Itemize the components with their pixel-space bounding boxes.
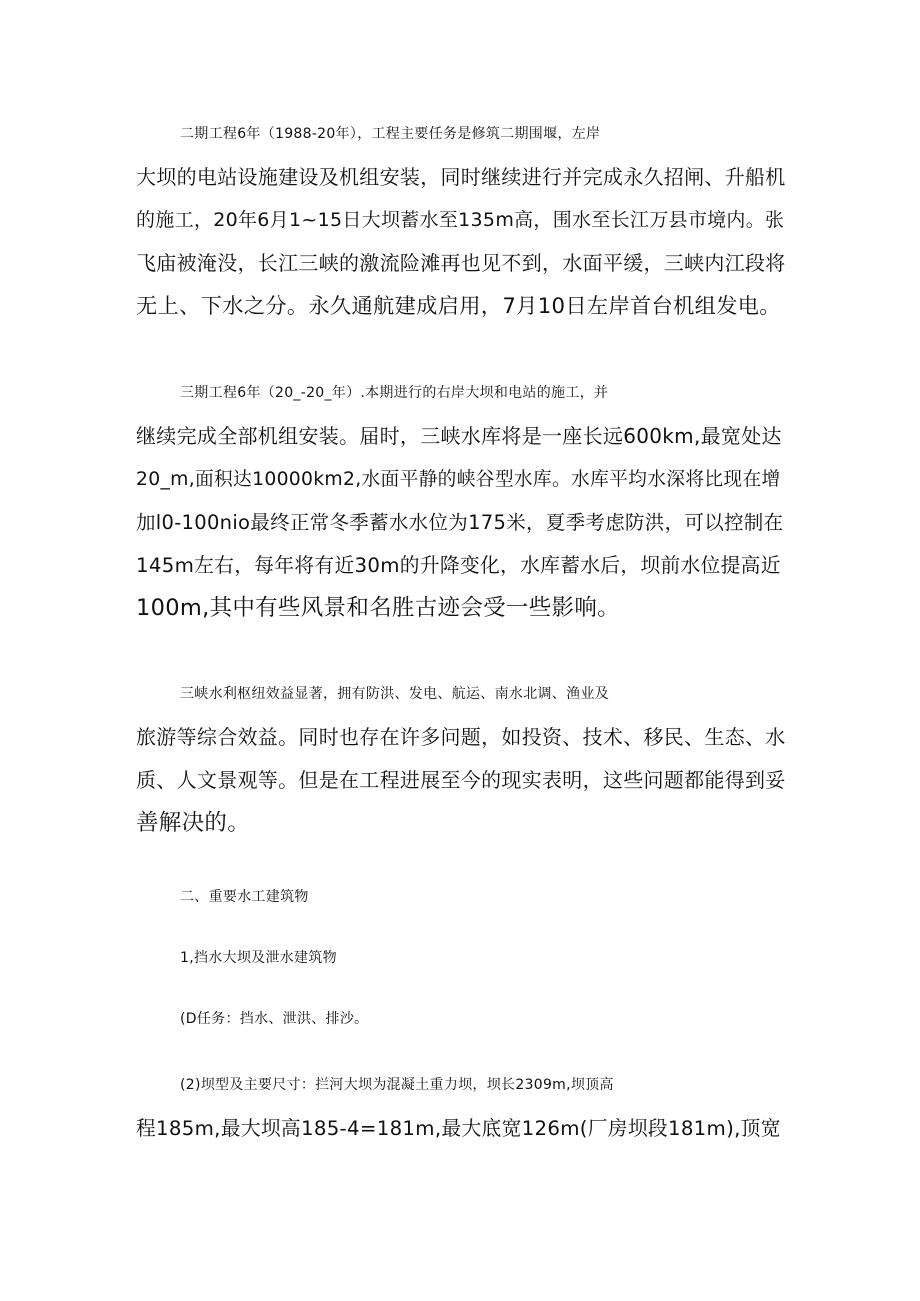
- paragraph-dam-dimensions: [136, 1064, 786, 1150]
- text-line: 100m,其中有些风景和名胜古迹会受一些影响。: [136, 595, 620, 621]
- text-line: 145m左右，每年将有近30m的升降变化，水库蓄水后，坝前水位提高近: [136, 554, 781, 577]
- text-line: 大坝的电站设施建设及机组安装，同时继续进行并完成永久招闸、升船机: [136, 165, 786, 189]
- text-line: 旅游等综合效益。同时也存在许多问题，如投资、技术、移民、生态、水: [136, 725, 786, 749]
- text-line: 的施工，20年6月1~15日大坝蓄水至135m高，围水至长江万县市境内。张: [136, 209, 785, 231]
- text-line: 飞庙被淹没，长江三峡的激流险滩再也见不到，水面平缓，三峡内江段将: [136, 251, 786, 275]
- text-line: 二期工程6年（1988-20年），工程主要任务是修筑二期围堰，左岸: [180, 126, 601, 142]
- text-line: (2)坝型及主要尺寸：拦河大坝为混凝土重力坝，坝长2309m,坝顶高: [180, 1077, 614, 1093]
- paragraph-phase-three: [136, 372, 786, 630]
- text-line: 三峡水利枢纽效益显著，拥有防洪、发电、航运、南水北调、渔业及: [180, 686, 609, 702]
- paragraph-tasks: [136, 998, 786, 1041]
- text-line: 质、人文景观等。但是在工程进展至今的现实表明，这些问题都能得到妥: [136, 768, 786, 792]
- text-line: 继续完成全部机组安装。届时，三峡水库将是一座长远600km,最宽处达: [136, 424, 782, 448]
- text-line: (D任务：挡水、泄洪、排沙。: [180, 1011, 369, 1027]
- text-line: 善解决的。: [136, 810, 251, 836]
- text-line: 程185m,最大坝高185-4=181m,最大底宽126m(厂房坝段181m),顶宽: [136, 1117, 781, 1140]
- subsection-heading: [136, 937, 786, 980]
- text-line: 加l0-100nio最终正常冬季蓄水水位为175米，夏季考虑防洪，可以控制在: [136, 511, 784, 534]
- text-line: 无上、下水之分。永久通航建成启用，7月10日左岸首台机组发电。: [136, 294, 781, 319]
- paragraph-phase-two: [136, 113, 786, 328]
- paragraph-benefits: [136, 673, 786, 845]
- text-line: 二、重要水工建筑物: [180, 889, 309, 905]
- section-heading: [136, 876, 786, 919]
- text-line: 20_m,面积达10000km2,水面平静的峡谷型水库。水库平均水深将比现在增: [136, 469, 781, 490]
- text-line: 1,挡水大坝及泄水建筑物: [180, 950, 337, 966]
- text-line: 三期工程6年（20_-20_年）.本期进行的右岸大坝和电站的施工，并: [180, 385, 609, 401]
